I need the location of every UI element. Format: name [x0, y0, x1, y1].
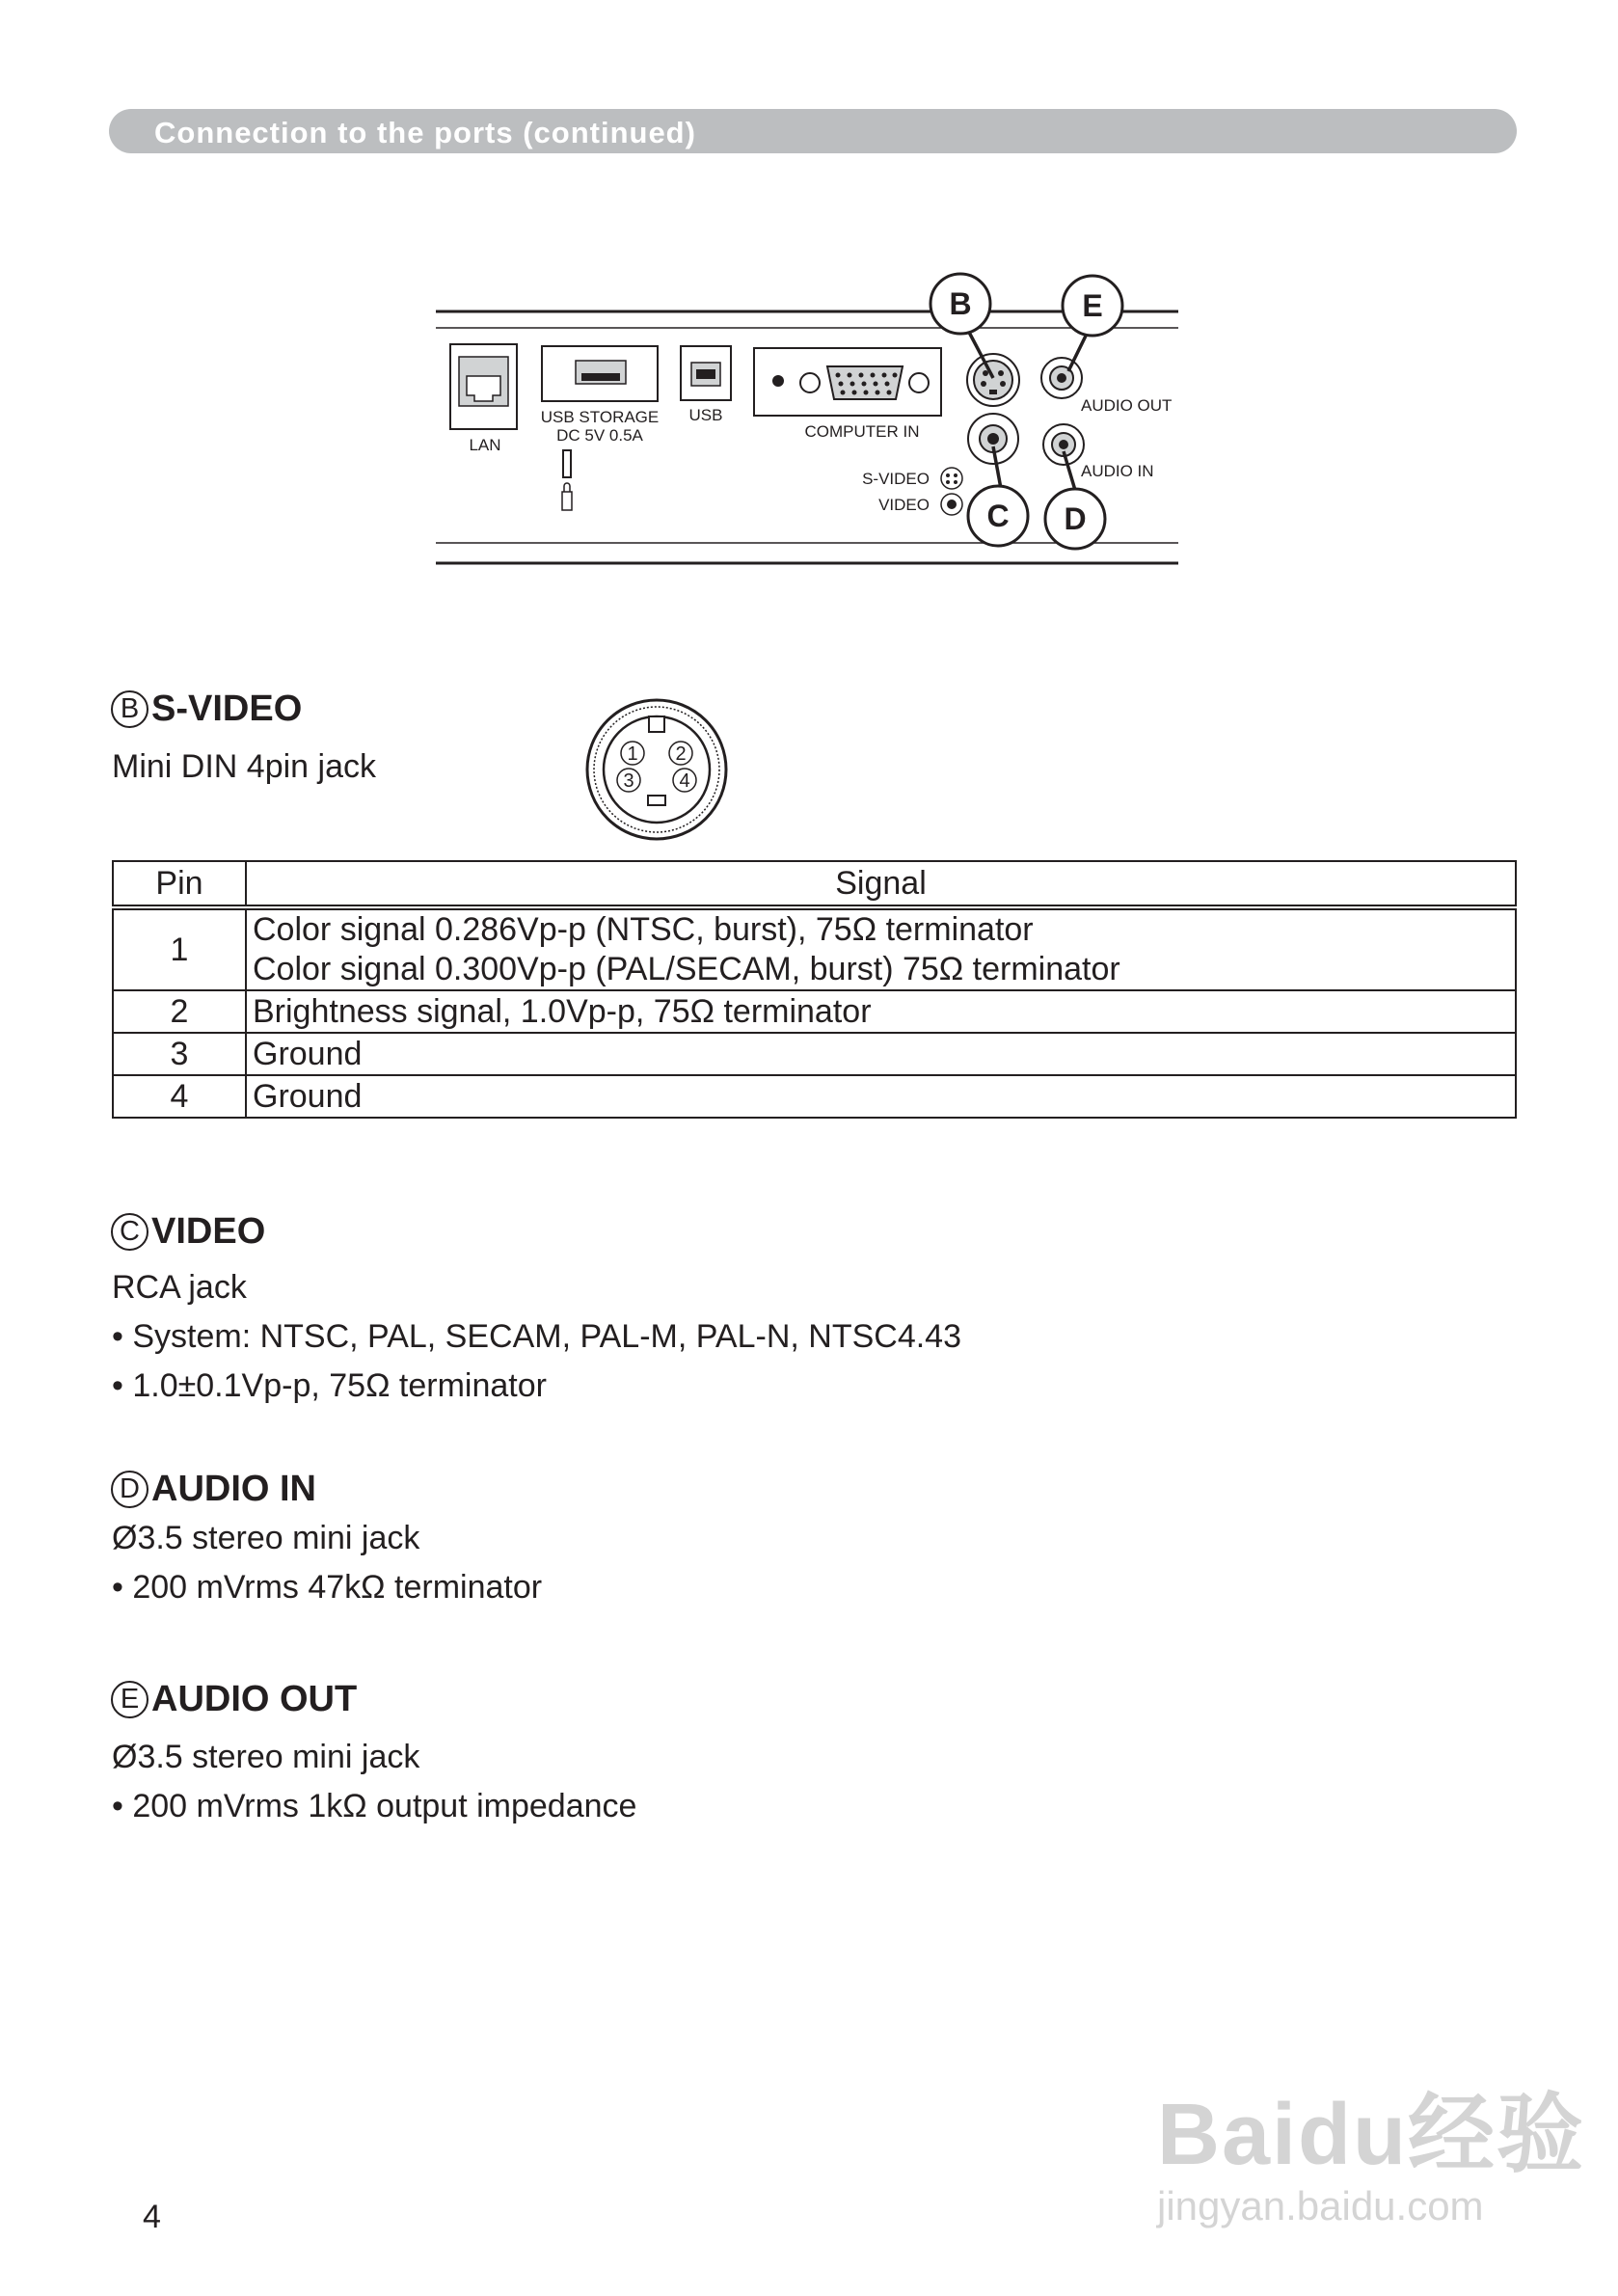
- pin-1-label: 1: [627, 743, 638, 765]
- page-number: 4: [143, 2199, 161, 2235]
- audio-in-subtitle: Ø3.5 stereo mini jack: [112, 1520, 420, 1556]
- table-row: 1 Color signal 0.286Vp-p (NTSC, burst), 75Ω terminator Color signal 0.300Vp-p (PAL/SECAM, burst) 75Ω terminator: [113, 907, 1516, 990]
- pin-4-label: 4: [679, 770, 690, 792]
- table-row: 4 Ground: [113, 1075, 1516, 1118]
- audio-in-bullet: • 200 mVrms 47kΩ terminator: [112, 1569, 543, 1606]
- audio-out-jack: [1041, 358, 1172, 415]
- video-subtitle: RCA jack: [112, 1269, 247, 1306]
- video-bullet: • 1.0±0.1Vp-p, 75Ω terminator: [112, 1367, 547, 1404]
- table-row: 2 Brightness signal, 1.0Vp-p, 75Ω terminator: [113, 990, 1516, 1033]
- svg-text:B: B: [949, 286, 972, 321]
- usb-storage-label: USB STORAGE: [540, 408, 660, 426]
- pin-3-label: 3: [623, 770, 634, 792]
- svideo-subtitle: Mini DIN 4pin jack: [112, 748, 376, 785]
- lan-port: [450, 344, 517, 454]
- usb-storage-port: [541, 346, 660, 510]
- callout-d: [1045, 489, 1105, 549]
- watermark-brand: Baidu经验: [1157, 2087, 1586, 2183]
- svideo-video-legend: [862, 468, 962, 515]
- svg-text:C: C: [986, 499, 1010, 533]
- watermark-url: jingyan.baidu.com: [1157, 2183, 1484, 2228]
- svideo-section-title: [111, 689, 302, 730]
- svideo-pin-table: [112, 860, 1517, 1119]
- computer-in-label: COMPUTER IN: [804, 422, 920, 441]
- audio-out-letter-badge: E: [111, 1681, 148, 1718]
- mini-din-connector-icon: [584, 697, 729, 842]
- video-letter-badge: C: [111, 1213, 148, 1251]
- section-header-title: Connection to the ports (continued): [154, 116, 696, 149]
- computer-in-port: [754, 348, 941, 441]
- signal-column-header: Signal: [246, 861, 1516, 907]
- pin-column-header: Pin: [113, 861, 246, 907]
- callout-b: [930, 274, 990, 334]
- s-video-label: S-VIDEO: [862, 470, 930, 488]
- video-section-title: [111, 1211, 265, 1253]
- callout-e: [1063, 276, 1122, 336]
- svg-text:E: E: [1082, 288, 1103, 323]
- table-row: 3 Ground: [113, 1033, 1516, 1075]
- audio-out-section-title: [111, 1679, 357, 1720]
- audio-out-bullet: • 200 mVrms 1kΩ output impedance: [112, 1788, 637, 1824]
- rear-panel-diagram: [0, 0, 1618, 598]
- baidu-watermark: [1157, 2064, 1585, 2229]
- usb-label: USB: [688, 406, 723, 424]
- video-title: VIDEO: [151, 1211, 266, 1252]
- svideo-title: S-VIDEO: [151, 689, 303, 729]
- callout-c: [968, 486, 1028, 546]
- audio-out-title: AUDIO OUT: [151, 1679, 358, 1719]
- svg-text:D: D: [1064, 501, 1087, 536]
- usb-port: [681, 346, 731, 424]
- audio-in-label: AUDIO IN: [1081, 462, 1154, 480]
- signal-cell-line: Color signal 0.286Vp-p (NTSC, burst), 75Ω terminator: [253, 911, 1034, 948]
- lan-label: LAN: [469, 436, 501, 454]
- video-label: VIDEO: [878, 496, 930, 514]
- svideo-letter-badge: B: [111, 690, 148, 728]
- s-video-jack: [967, 354, 1019, 406]
- audio-out-subtitle: Ø3.5 stereo mini jack: [112, 1739, 420, 1775]
- audio-in-letter-badge: D: [111, 1471, 148, 1508]
- pin-2-label: 2: [675, 743, 687, 765]
- signal-cell-line: Color signal 0.300Vp-p (PAL/SECAM, burst) 75Ω terminator: [253, 951, 1120, 987]
- audio-out-label: AUDIO OUT: [1081, 396, 1173, 415]
- video-bullet: • System: NTSC, PAL, SECAM, PAL-M, PAL-N, NTSC4.43: [112, 1318, 961, 1355]
- audio-in-title: AUDIO IN: [151, 1469, 316, 1509]
- usb-storage-rating: DC 5V 0.5A: [556, 426, 643, 445]
- video-jack: [968, 414, 1018, 464]
- audio-in-section-title: [111, 1469, 316, 1510]
- audio-in-jack: [1043, 424, 1154, 480]
